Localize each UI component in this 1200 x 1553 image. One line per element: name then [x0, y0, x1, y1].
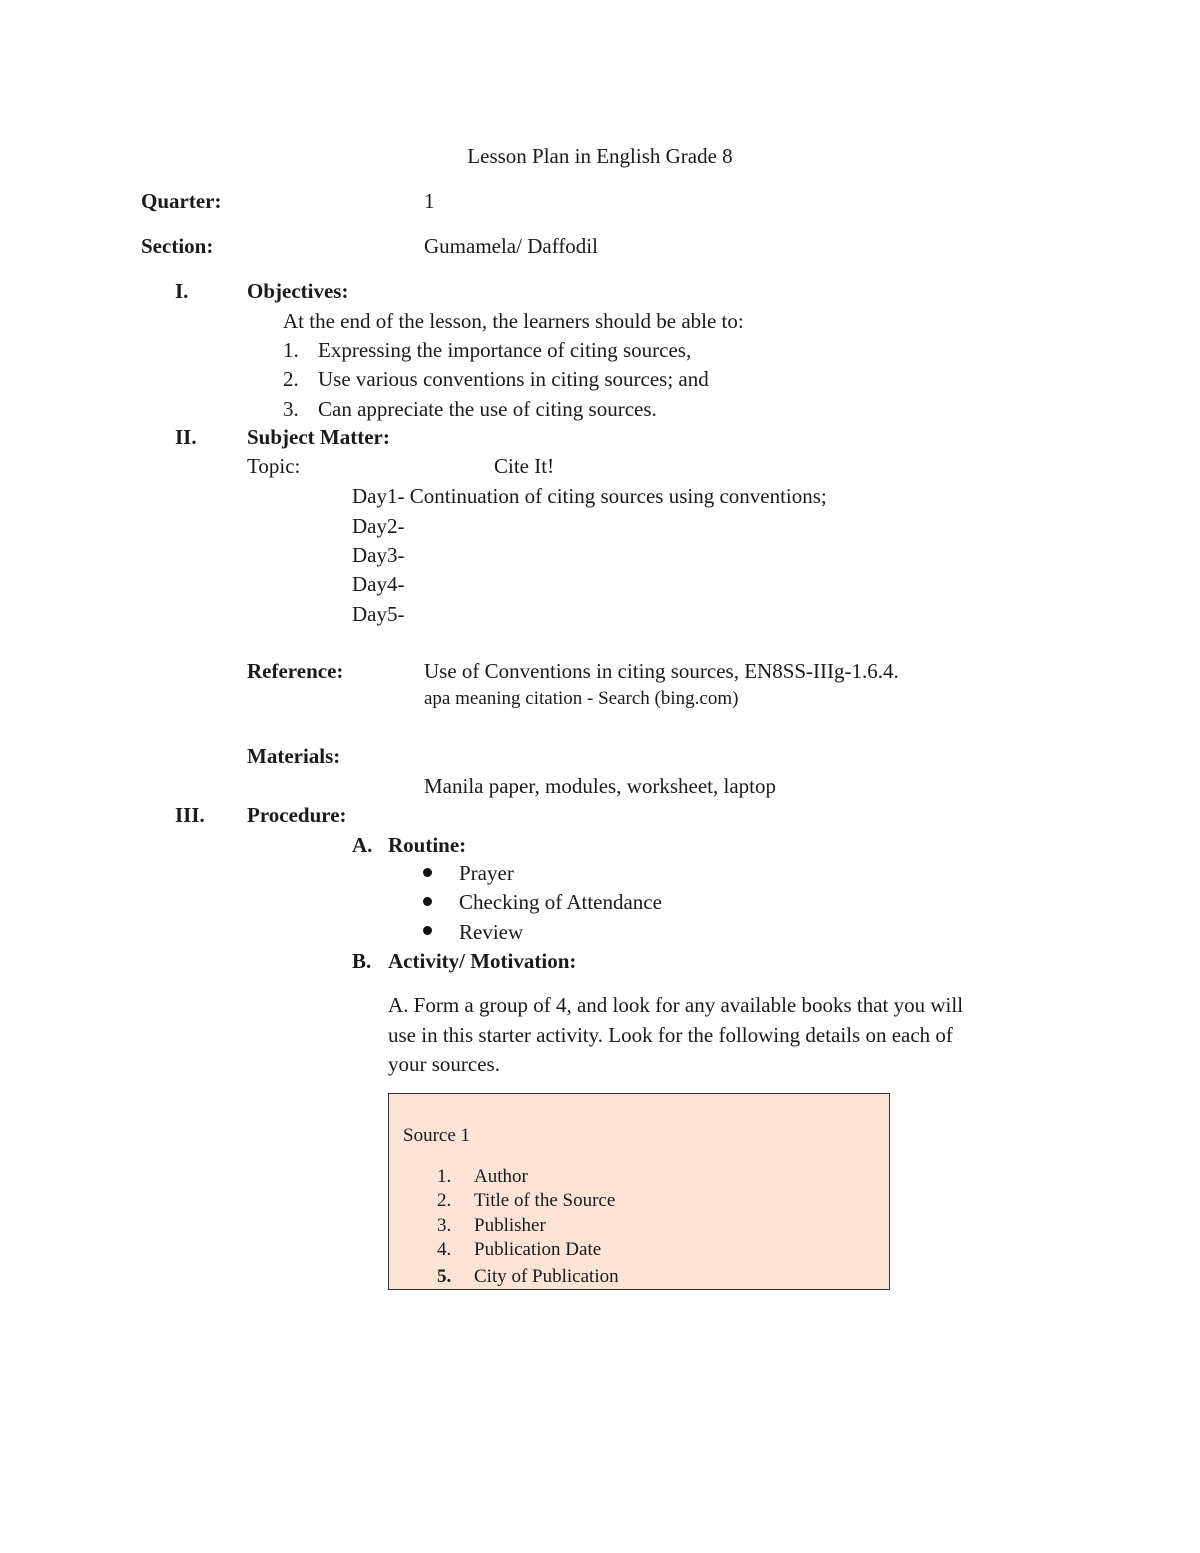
objective-num: 2.: [283, 367, 299, 391]
quarter-label: Quarter:: [141, 189, 222, 213]
topic-label: Topic:: [247, 454, 301, 478]
source-item-num: 4.: [437, 1239, 452, 1260]
source-item-text: Title of the Source: [474, 1190, 616, 1211]
activity-letter: B.: [352, 949, 372, 973]
objectives-intro: At the end of the lesson, the learners should be able to:: [283, 309, 744, 333]
objective-text: Expressing the importance of citing sources,: [318, 338, 692, 362]
source-item-num: 2.: [437, 1190, 452, 1211]
objective-num: 3.: [283, 397, 299, 421]
source-box-title: Source 1: [403, 1125, 471, 1146]
day-item: Day2-: [352, 514, 405, 538]
routine-letter: A.: [352, 833, 373, 857]
objective-text: Use various conventions in citing sources; and: [318, 367, 709, 391]
objective-num: 1.: [283, 338, 299, 362]
bullet-icon: [423, 926, 432, 935]
day-item: Day4-: [352, 572, 405, 596]
section-label: Section:: [141, 234, 214, 258]
routine-heading: Routine:: [388, 833, 467, 857]
routine-item: Review: [459, 920, 524, 944]
source-box: [388, 1093, 890, 1290]
bullet-icon: [423, 897, 432, 906]
activity-line: A. Form a group of 4, and look for any available books that you will: [388, 993, 964, 1017]
routine-item: Checking of Attendance: [459, 890, 662, 914]
activity-line: use in this starter activity. Look for the following details on each of: [388, 1023, 953, 1047]
procedure-numeral: III.: [175, 803, 205, 827]
procedure-heading: Procedure:: [247, 803, 347, 827]
day-item: Day3-: [352, 543, 405, 567]
page-title: Lesson Plan in English Grade 8: [467, 144, 733, 168]
objectives-numeral: I.: [175, 279, 189, 303]
source-item-text: Publisher: [474, 1215, 546, 1236]
reference-link[interactable]: apa meaning citation - Search (bing.com): [424, 688, 739, 709]
section-value: Gumamela/ Daffodil: [424, 234, 598, 258]
source-item-num: 1.: [437, 1166, 452, 1187]
routine-item: Prayer: [459, 861, 514, 885]
materials-value: Manila paper, modules, worksheet, laptop: [424, 774, 776, 798]
reference-value: Use of Conventions in citing sources, EN8SS-IIIg-1.6.4.: [424, 659, 899, 683]
day-item: Day5-: [352, 602, 405, 626]
materials-label: Materials:: [247, 744, 341, 768]
subject-matter-heading: Subject Matter:: [247, 425, 390, 449]
source-item-num: 5.: [437, 1266, 452, 1287]
bullet-icon: [423, 868, 432, 877]
objective-text: Can appreciate the use of citing sources.: [318, 397, 657, 421]
activity-line: your sources.: [388, 1052, 500, 1076]
topic-value: Cite It!: [494, 454, 555, 478]
source-item-text: City of Publication: [474, 1266, 619, 1287]
activity-heading: Activity/ Motivation:: [388, 949, 577, 973]
subject-matter-numeral: II.: [175, 425, 197, 449]
source-item-text: Publication Date: [474, 1239, 602, 1260]
quarter-value: 1: [424, 189, 435, 213]
reference-label: Reference:: [247, 659, 344, 683]
day-item: Day1- Continuation of citing sources using conventions;: [352, 484, 827, 508]
source-item-num: 3.: [437, 1215, 452, 1236]
objectives-heading: Objectives:: [247, 279, 349, 303]
source-item-text: Author: [474, 1166, 528, 1187]
